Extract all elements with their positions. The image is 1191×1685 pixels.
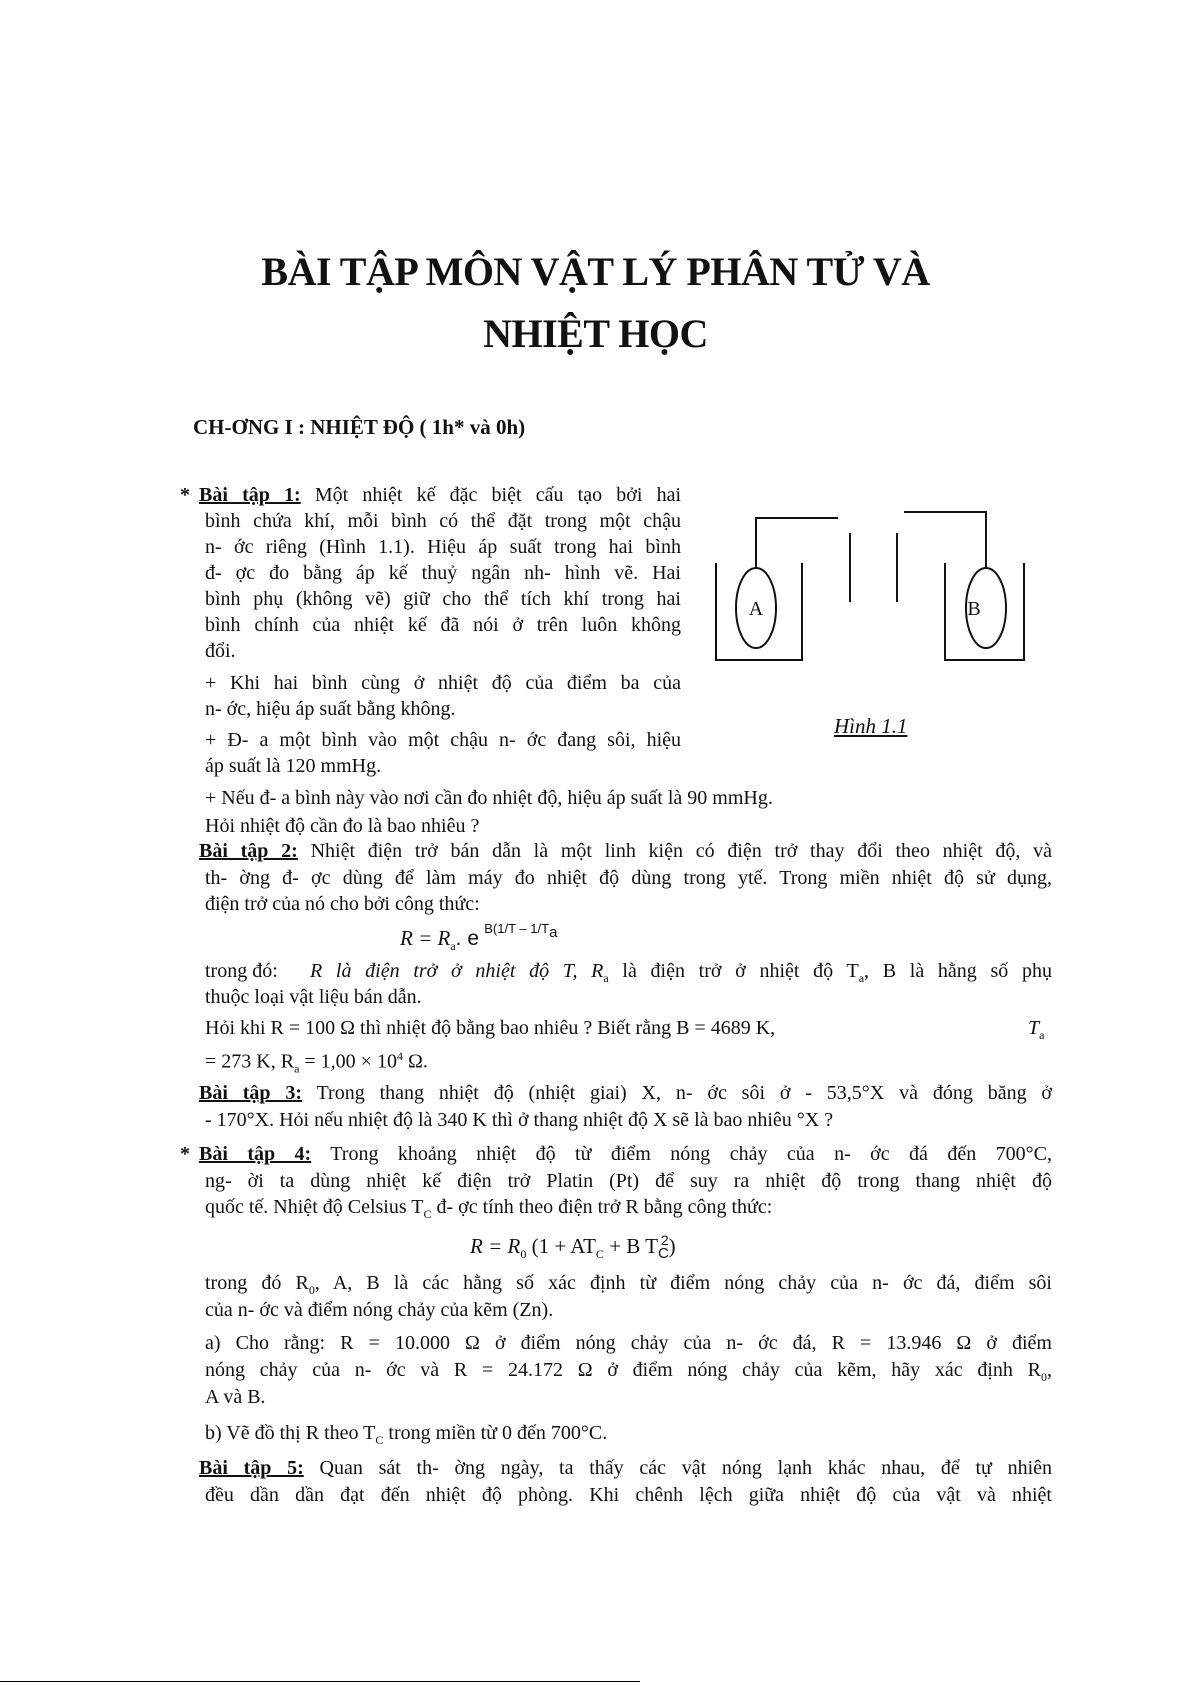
ex1-line6: bình chính của nhiệt kế đã nói ở trên luôn không [205,614,681,636]
right-beaker [945,563,1024,660]
figure-caption: Hình 1.1 [834,714,908,738]
ex4-label: Bài tập 4: [199,1143,312,1165]
figure-thermometer-diagram [700,500,1030,700]
ex1-line5: bình phụ (không vẽ) giữ cho thể tích khí trong hai [205,588,681,610]
ex1-label: Bài tập 1: [199,484,301,506]
ex1-line12: + Nếu đ- a bình này vào nơi cần đo nhiệt độ, hiệu áp suất là 90 mmHg. [205,787,773,809]
footer-divider [0,1681,640,1682]
ex1-line13: Hỏi nhiệt độ cần đo là bao nhiêu ? [205,815,480,837]
ex3-label: Bài tập 3: [199,1082,303,1104]
ex1-star: * [180,484,190,506]
ex4-line9: b) Vẽ đồ thị R theo $T_C$ trong miền từ 0 đến 700°C. [205,1422,608,1447]
ex4-line4: trong đó $R_0$, A, B là các hằng số xác định từ điểm nóng chảy của n- ớc đá, điểm sôi [205,1272,1052,1297]
page-title-line1: BÀI TẬP MÔN VẬT LÝ PHÂN TỬ VÀ [261,249,930,294]
ex1-line1: Bài tập 1: Một nhiệt kế đặc biệt cấu tạo bởi hai [199,484,682,506]
right-pipe [904,512,986,568]
ex2-line2: th- ờng đ- ợc dùng để làm máy đo nhiệt độ dùng trong ytế. Trong miền nhiệt độ sử dụng, [205,867,1052,889]
ex2-line6-ta: $T_a$ [1028,1017,1045,1042]
ex4-line5: của n- ớc và điểm nóng chảy của kẽm (Zn). [205,1299,554,1321]
ex1-line7: đổi. [205,640,236,662]
ex5-line1: Bài tập 5: Quan sát th- ờng ngày, ta thấy các vật nóng lạnh khác nhau, để tự nhiên [199,1457,1053,1479]
ex1-line9: n- ớc, hiệu áp suất bằng không. [205,698,456,720]
ex2-line7: = 273 K, $R_a = 1,00 \times 10^4$ Ω. [205,1049,428,1076]
ex1-line11: áp suất là 120 mmHg. [205,755,382,777]
ex2-line4: R là điện trở ở nhiệt độ T, $R_a$ là điện trở ở nhiệt độ $T_a$, B là hằng số phụ [310,960,1052,985]
ex4-line6: a) Cho rằng: R = 10.000 Ω ở điểm nóng chảy của n- ớc đá, R = 13.946 Ω ở điểm [205,1332,1052,1354]
ex1-line3: n- ớc riêng (Hình 1.1). Hiệu áp suất trong hai bình [205,536,681,558]
ex2-formula: $R = R_a$. e $^{B(1/T - 1/Ta}$ [400,921,558,954]
ex4-line3: quốc tế. Nhiệt độ Celsius $T_C$ đ- ợc tính theo điện trở R bằng công thức: [205,1196,773,1221]
ex2-line4-pre: trong đó: [205,960,278,982]
chapter-heading: CH-ƠNG I : NHIỆT ĐỘ ( 1h* và 0h) [193,415,526,439]
left-pipe [756,518,838,568]
ex4-line8: A và B. [205,1386,266,1408]
ex4-line1: Bài tập 4: Trong khoảng nhiệt độ từ điểm nóng chảy của n- ớc đá đến 700°C, [199,1143,1053,1165]
ex1-line8: + Khi hai bình cùng ở nhiệt độ của điểm ba của [205,672,681,694]
ex3-line2: - 170°X. Hỏi nếu nhiệt độ là 340 K thì ở thang nhiệt độ X sẽ là bao nhiêu °X ? [205,1109,834,1131]
bulb-a-label: A [748,598,764,620]
ex1-line2: bình chứa khí, mỗi bình có thể đặt trong một chậu [205,510,681,532]
ex4-star: * [180,1143,190,1165]
ex2-line3: điện trở của nó cho bởi công thức: [205,893,480,915]
ex4-line2: ng- ời ta dùng nhiệt kế điện trở Platin (Pt) để suy ra nhiệt độ trong thang nhiệt độ [205,1170,1052,1192]
ex4-formula: $R = R_0$ ($1 + AT_C + B$ $T_C^2$) [470,1232,676,1263]
bulb-b-label: B [967,598,981,620]
ex2-line6: Hỏi khi R = 100 Ω thì nhiệt độ bằng bao nhiêu ? Biết rằng B = 4689 K, [205,1017,776,1039]
ex5-label: Bài tập 5: [199,1457,304,1479]
ex5-line2: đều dần dần đạt đến nhiệt độ phòng. Khi chênh lệch giữa nhiệt độ của vật và nhiệt [205,1484,1052,1506]
ex2-line1: Bài tập 2: Nhiệt điện trở bán dẫn là một linh kiện có điện trở thay đổi theo nhiệt độ, và [199,840,1053,862]
ex4-line7: nóng chảy của n- ớc và R = 24.172 Ω ở điểm nóng chảy của kẽm, hãy xác định $R_0$, [205,1359,1052,1384]
ex2-line5: thuộc loại vật liệu bán dẫn. [205,986,422,1008]
ex1-line4: đ- ợc đo bằng áp kế thuỷ ngân nh- hình vẽ. Hai [205,562,681,584]
ex3-line1: Bài tập 3: Trong thang nhiệt độ (nhiệt giai) X, n- ớc sôi ở - 53,5°X và đóng băng ở [199,1082,1052,1104]
ex2-label: Bài tập 2: [199,840,298,862]
ex1-line10: + Đ- a một bình vào một chậu n- ớc đang sôi, hiệu [205,729,681,751]
page-title-line2: NHIỆT HỌC [483,311,708,356]
